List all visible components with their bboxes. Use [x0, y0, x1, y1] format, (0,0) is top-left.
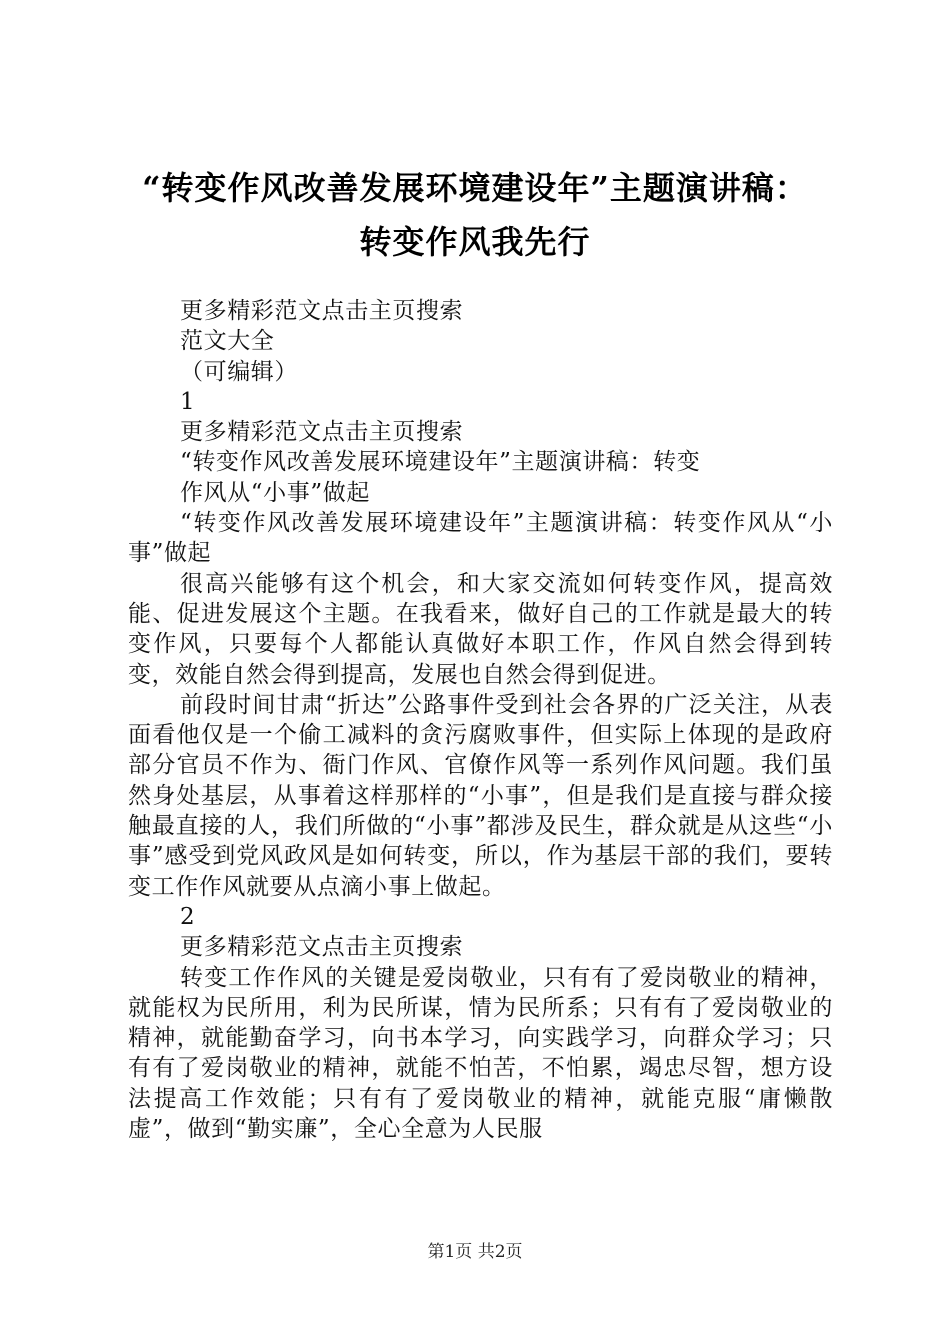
more-link-text[interactable]: 更多精彩范文点击主页搜索	[180, 934, 464, 961]
page-number-marker: 1	[180, 388, 196, 415]
paragraph: 很高兴能够有这个机会，和大家交流如何转变作风，提高效能、促进发展这个主题。在我看来，做好自己的工作就是最大的转变作风，只要每个人都能认真做好本职工作，作风自然会得到转变，效能自然会得到提高，发展也自然会得到促进。	[128, 570, 833, 688]
paragraph: 前段时间甘肃“折达”公路事件受到社会各界的广泛关注，从表面看他仅是一个偷工减料的贪污腐败事件，但实际上体现的是政府部分官员不作为、衙门作风、官僚作风等一系列作风问题。我们虽然身处基层，从事着这样那样的“小事”，但是我们是直接与群众接触最直接的人，我们所做的“小事”都涉及民生，群众就是从这些“小事”感受到党风政风是如何转变，所以，作为基层干部的我们，要转变工作作风就要从点滴小事上做起。	[128, 691, 833, 900]
more-link-text[interactable]: 更多精彩范文点击主页搜索	[180, 298, 464, 324]
editable-label: （可编辑）	[180, 358, 298, 385]
page-footer: 第1页 共2页	[427, 1242, 523, 1262]
document-title-line-1: “转变作风改善发展环境建设年”主题演讲稿：	[142, 169, 808, 207]
paragraph: “转变作风改善发展环境建设年”主题演讲稿：转变作风从“小事”做起	[128, 510, 833, 567]
document-body	[128, 296, 833, 1144]
subtitle-line-b: 作风从“小事”做起	[180, 479, 370, 506]
subtitle-line-a: “转变作风改善发展环境建设年”主题演讲稿：转变	[180, 449, 701, 476]
page-number-marker: 2	[180, 903, 196, 930]
more-link-text[interactable]: 更多精彩范文点击主页搜索	[180, 419, 464, 446]
fanwen-label: 范文大全	[180, 328, 275, 355]
paragraph: 转变工作作风的关键是爱岗敬业，只有有了爱岗敬业的精神，就能权为民所用，利为民所谋，情为民所系；只有有了爱岗敬业的精神，就能勤奋学习，向书本学习，向实践学习，向群众学习；只有有了爱岗敬业的精神，就能不怕苦，不怕累，竭忠尽智，想方设法提高工作效能；只有有了爱岗敬业的精神，就能克服“庸懒散虚”，做到“勤实廉”，全心全意为人民服	[128, 964, 833, 1143]
document-title-line-2: 转变作风我先行	[359, 223, 591, 261]
